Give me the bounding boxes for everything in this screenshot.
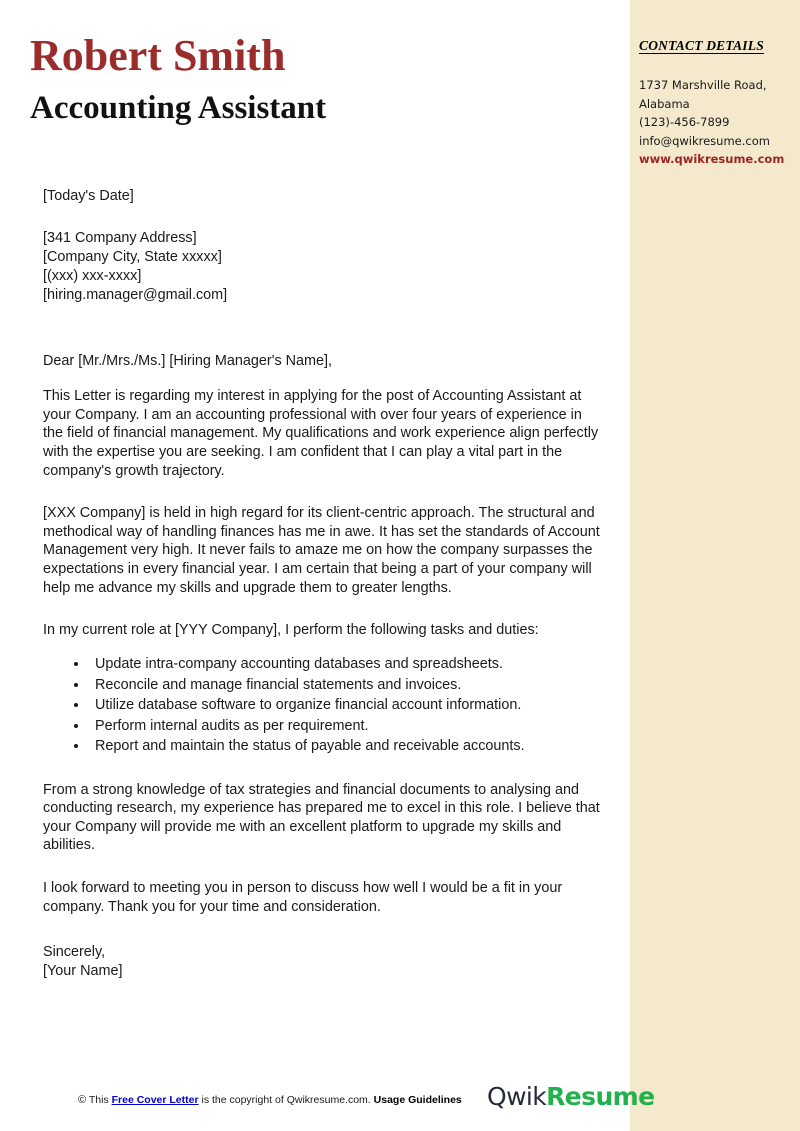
applicant-job-title: Accounting Assistant	[30, 90, 327, 126]
footer-text-after-link: is the copyright of Qwikresume.com.	[201, 1094, 371, 1106]
letter-duties-intro: In my current role at [YYY Company], I perform the following tasks and duties:	[43, 622, 539, 639]
copyright-icon: ©	[78, 1094, 87, 1106]
usage-guidelines-link[interactable]: Usage Guidelines	[373, 1094, 462, 1106]
letterhead	[0, 0, 630, 130]
qwikresume-logo[interactable]	[487, 1082, 654, 1111]
list-item: Reconcile and manage financial statements and invoices.	[43, 675, 600, 696]
letter-signoff	[43, 943, 600, 981]
contact-phone: (123)-456-7899	[639, 115, 730, 129]
letter-paragraph-4: I look forward to meeting you in person to discuss how well I would be a fit in your company. Thank you for your time and consideration.	[43, 879, 563, 915]
recipient-block	[43, 229, 600, 305]
list-item: Update intra-company accounting databases and spreadsheets.	[43, 654, 600, 675]
contact-address-line-1: 1737 Marshville Road,	[639, 78, 767, 92]
list-item: Perform internal audits as per requirement.	[43, 716, 600, 737]
logo-text-qwik: Qwik	[487, 1082, 547, 1111]
footer-text-before-link: This	[88, 1094, 109, 1106]
free-cover-letter-link[interactable]: Free Cover Letter	[111, 1094, 199, 1106]
letter-date: [Today's Date]	[43, 188, 134, 204]
contact-details-list	[639, 76, 790, 169]
list-item: Report and maintain the status of payable and receivable accounts.	[43, 736, 600, 757]
letter-signature-name: [Your Name]	[43, 963, 123, 980]
letter-salutation: Dear [Mr./Mrs./Ms.] [Hiring Manager's Name],	[43, 352, 333, 369]
duties-list	[43, 654, 600, 757]
recipient-phone: [(xxx) xxx-xxxx]	[43, 267, 142, 284]
logo-text-resume: Resume	[546, 1082, 655, 1111]
recipient-city-state-zip: [Company City, State xxxxx]	[43, 248, 222, 265]
letter-paragraph-1: This Letter is regarding my interest in applying for the post of Accounting Assistant at your Company. I am an accounting professional with over four years of experience in the field of financial management. My qualifications and work experience align perfectly with the expertise you are seeking. I am confident that I can play a vital part in the company's growth trajectory.	[43, 388, 599, 479]
applicant-name: Robert Smith	[30, 31, 286, 80]
letter-paragraph-2: [XXX Company] is held in high regard for its client-centric approach. The structural and methodical way of handling finances has me in awe. It has set the standards of Account Management very high. It never fails to amaze me on how the company surpasses the expectations in every financial year. I am certain that being a part of your company will help me advance my skills and upgrade them to greater lengths.	[43, 505, 600, 596]
footer-copyright-text	[78, 1094, 462, 1106]
contact-website-link[interactable]: www.qwikresume.com	[639, 152, 785, 166]
letter-closing: Sincerely,	[43, 944, 106, 961]
contact-email: info@qwikresume.com	[639, 133, 770, 148]
page-footer	[0, 1082, 655, 1130]
recipient-email: [hiring.manager@gmail.com]	[43, 286, 228, 303]
recipient-address: [341 Company Address]	[43, 229, 197, 246]
list-item: Utilize database software to organize financial account information.	[43, 695, 600, 716]
contact-address-line-2: Alabama	[639, 96, 690, 111]
letter-body	[0, 187, 630, 981]
contact-details-heading: CONTACT DETAILS	[639, 38, 764, 53]
contact-sidebar	[630, 0, 800, 1131]
letter-paragraph-3: From a strong knowledge of tax strategies and financial documents to analysing and conducting research, my experience has prepared me to excel in this role. I believe that your Company will provide me with an excellent platform to upgrade my skills and abilities.	[43, 781, 600, 854]
